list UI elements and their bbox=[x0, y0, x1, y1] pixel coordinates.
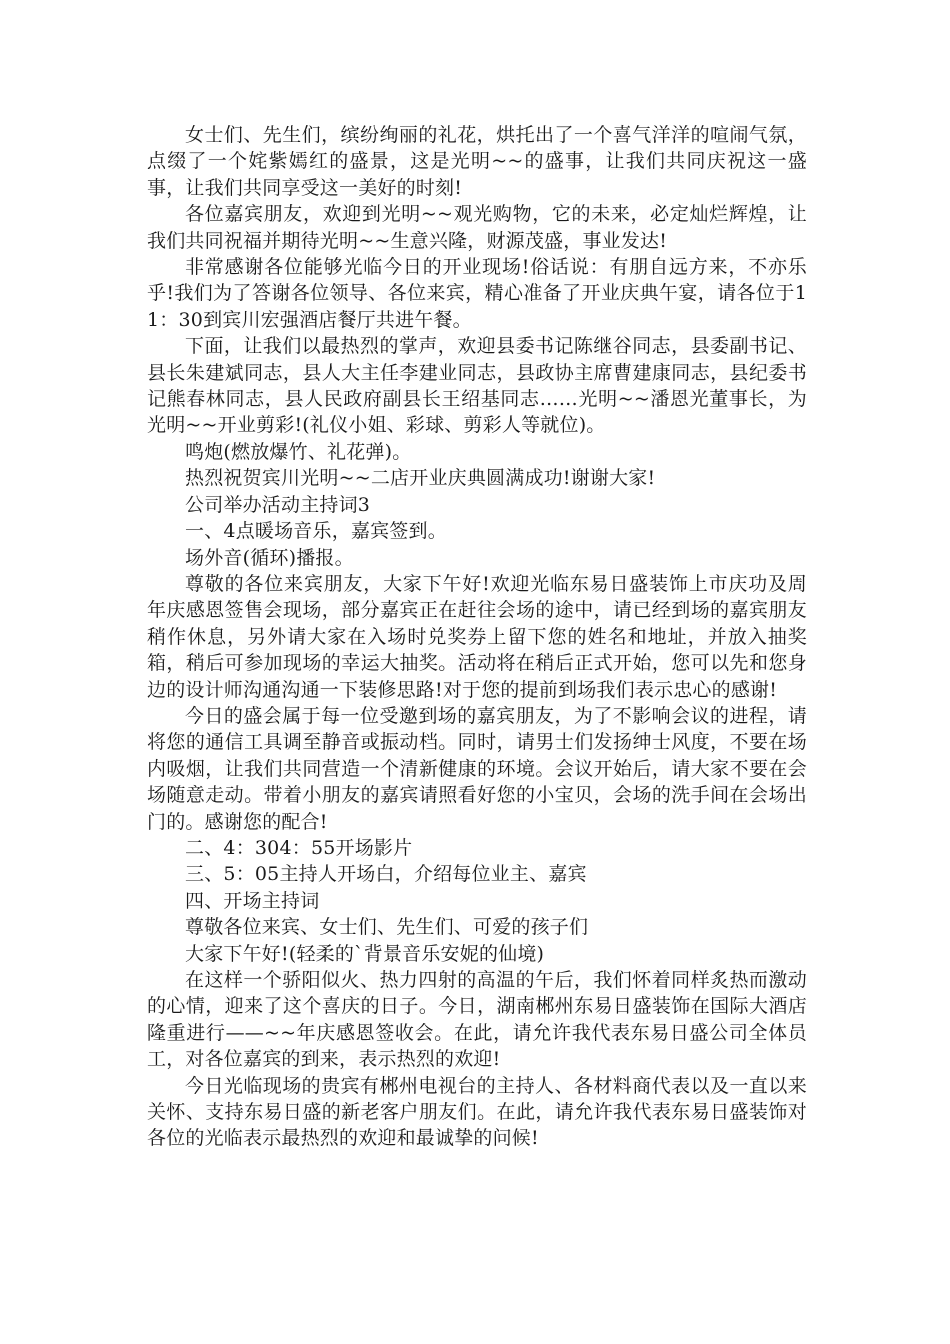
paragraph: 今日的盛会属于每一位受邀到场的嘉宾朋友，为了不影响会议的进程，请将您的通信工具调至静音或振动档。同时，请男士们发扬绅士风度，不要在场内吸烟，让我们共同营造一个清新健康的环境。会议开始后，请大家不要在会场随意走动。带着小朋友的嘉宾请照看好您的小宝贝，会场的洗手间在会场出门的。感谢您的配合! bbox=[147, 704, 807, 833]
paragraph: 场外音(循环)播报。 bbox=[185, 546, 354, 569]
paragraph: 热烈祝贺宾川光明~~二店开业庆典圆满成功!谢谢大家! bbox=[185, 467, 656, 490]
agenda-item: 四、开场主持词 bbox=[185, 889, 320, 912]
paragraph: 在这样一个骄阳似火、热力四射的高温的午后，我们怀着同样炙热而激动的心情，迎来了这个喜庆的日子。今日，湖南郴州东易日盛装饰在国际大酒店隆重进行——~~年庆感恩签收会。在此，请允许我代表东易日盛公司全体员工，对各位嘉宾的到来，表示热烈的欢迎! bbox=[147, 969, 807, 1071]
paragraph: 非常感谢各位能够光临今日的开业现场!俗话说：有朋自远方来，不亦乐乎!我们为了答谢各位领导、各位来宾，精心准备了开业庆典午宴，请各位于11：30到宾川宏强酒店餐厅共进午餐。 bbox=[147, 256, 807, 331]
paragraph: 尊敬各位来宾、女士们、先生们、可爱的孩子们 bbox=[185, 916, 589, 939]
agenda-item: 一、4点暖场音乐，嘉宾签到。 bbox=[185, 520, 447, 543]
paragraph: 各位嘉宾朋友，欢迎到光明~~观光购物，它的未来，必定灿烂辉煌，让我们共同祝福并期待光明~~生意兴隆，财源茂盛，事业发达! bbox=[147, 203, 807, 252]
paragraph: 鸣炮(燃放爆竹、礼花弹)。 bbox=[185, 440, 412, 463]
document-body bbox=[147, 122, 807, 1152]
paragraph: 女士们、先生们，缤纷绚丽的礼花，烘托出了一个喜气洋洋的喧闹气氛，点缀了一个姹紫嫣红的盛景，这是光明~~的盛事，让我们共同庆祝这一盛事，让我们共同享受这一美好的时刻! bbox=[147, 124, 807, 199]
paragraph: 尊敬的各位来宾朋友，大家下午好!欢迎光临东易日盛装饰上市庆功及周年庆感恩签售会现场，部分嘉宾正在赶往会场的途中，请已经到场的嘉宾朋友稍作休息，另外请大家在入场时兑奖券上留下您的姓名和地址，并放入抽奖箱，稍后可参加现场的幸运大抽奖。活动将在稍后正式开始，您可以先和您身边的设计师沟通沟通一下装修思路!对于您的提前到场我们表示忠心的感谢! bbox=[147, 572, 807, 701]
paragraph: 今日光临现场的贵宾有郴州电视台的主持人、各材料商代表以及一直以来关怀、支持东易日盛的新老客户朋友们。在此，请允许我代表东易日盛装饰对各位的光临表示最热烈的欢迎和最诚挚的问候! bbox=[147, 1074, 807, 1150]
agenda-item: 三、5：05主持人开场白，介绍每位业主、嘉宾 bbox=[185, 863, 587, 886]
paragraph: 下面，让我们以最热烈的掌声，欢迎县委书记陈继谷同志，县委副书记、县长朱建斌同志，县人大主任李建业同志，县政协主席曹建康同志，县纪委书记熊春林同志，县人民政府副县长王绍基同志……光明~~潘恩光董事长，为光明~~开业剪彩!(礼仪小姐、彩球、剪彩人等就位)。 bbox=[147, 335, 807, 437]
paragraph: 大家下午好!(轻柔的`背景音乐安妮的仙境) bbox=[185, 942, 545, 965]
agenda-item: 二、4：304：55开场影片 bbox=[185, 836, 413, 859]
section-heading: 公司举办活动主持词3 bbox=[185, 493, 371, 516]
